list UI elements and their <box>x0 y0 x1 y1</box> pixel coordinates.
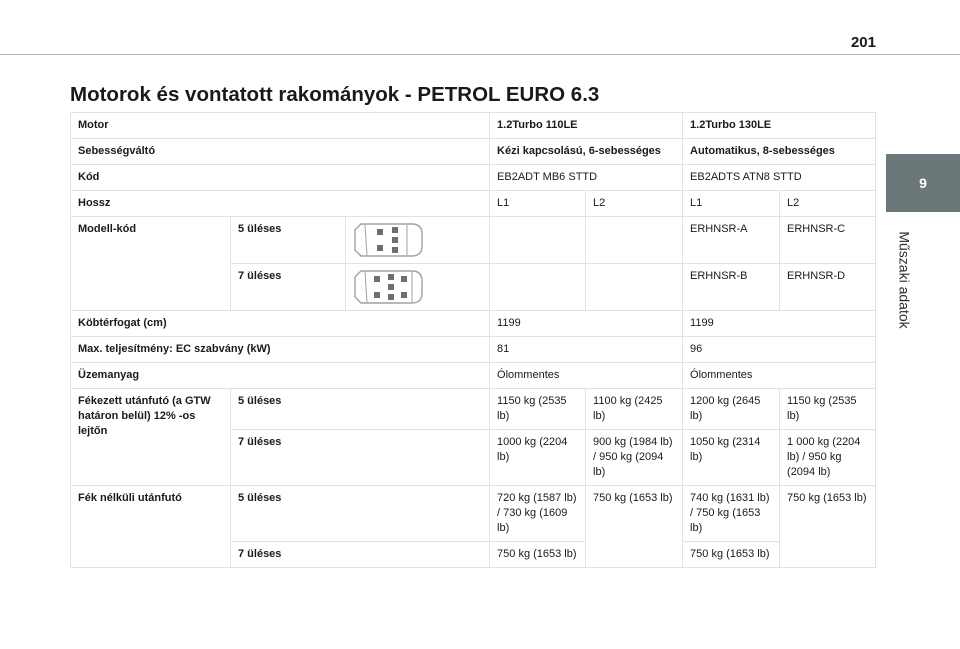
table-row <box>71 139 876 165</box>
chapter-label: Műszaki adatok <box>897 231 913 329</box>
seat-5-label: 5 üléses <box>231 486 490 542</box>
power-130: 96 <box>683 337 876 363</box>
gearbox-manual: Kézi kapcsolású, 6-sebességes <box>490 139 683 165</box>
row-label-code: Kód <box>71 165 490 191</box>
row-label-motor: Motor <box>71 113 490 139</box>
braked-cell: 1 000 kg (2204 lb) / 950 kg (2094 lb) <box>780 430 876 486</box>
code-110: EB2ADT MB6 STTD <box>490 165 683 191</box>
model-cell <box>586 217 683 264</box>
chapter-number: 9 <box>919 175 927 191</box>
length-cell: L2 <box>780 191 876 217</box>
power-110: 81 <box>490 337 683 363</box>
table-row <box>71 389 876 430</box>
model-cell: ERHNSR-D <box>780 264 876 311</box>
unbraked-cell: 720 kg (1587 lb) / 730 kg (1609 lb) <box>490 486 586 542</box>
model-cell: ERHNSR-A <box>683 217 780 264</box>
motor-130: 1.2Turbo 130LE <box>683 113 876 139</box>
code-130: EB2ADTS ATN8 STTD <box>683 165 876 191</box>
displacement-130: 1199 <box>683 311 876 337</box>
length-cell: L1 <box>683 191 780 217</box>
motor-110: 1.2Turbo 110LE <box>490 113 683 139</box>
braked-cell: 1100 kg (2425 lb) <box>586 389 683 430</box>
model-cell <box>490 217 586 264</box>
table-row <box>71 486 876 542</box>
braked-cell: 1200 kg (2645 lb) <box>683 389 780 430</box>
fuel-130: Ólommentes <box>683 363 876 389</box>
car-7-seat-layout-icon <box>350 269 424 305</box>
row-label-model: Modell-kód <box>71 217 231 311</box>
seat-5-icon-cell <box>346 217 490 264</box>
unbraked-cell: 750 kg (1653 lb) <box>683 542 780 568</box>
page-number: 201 <box>850 34 876 51</box>
braked-cell: 900 kg (1984 lb) / 950 kg (2094 lb) <box>586 430 683 486</box>
row-label-power: Max. teljesítmény: EC szabvány (kW) <box>71 337 490 363</box>
header-divider <box>0 54 960 55</box>
table-row <box>71 363 876 389</box>
model-cell <box>490 264 586 311</box>
chapter-tab[interactable] <box>886 154 960 212</box>
fuel-110: Ólommentes <box>490 363 683 389</box>
table-row <box>71 337 876 363</box>
displacement-110: 1199 <box>490 311 683 337</box>
length-cell: L1 <box>490 191 586 217</box>
car-5-seat-layout-icon <box>350 222 424 258</box>
row-label-length: Hossz <box>71 191 490 217</box>
table-row <box>71 165 876 191</box>
unbraked-cell: 740 kg (1631 lb) / 750 kg (1653 lb) <box>683 486 780 542</box>
seat-7-label: 7 üléses <box>231 430 490 486</box>
length-cell: L2 <box>586 191 683 217</box>
table-row <box>71 113 876 139</box>
row-label-gearbox: Sebességváltó <box>71 139 490 165</box>
table-row <box>71 191 876 217</box>
seat-5-label: 5 üléses <box>231 389 490 430</box>
braked-cell: 1150 kg (2535 lb) <box>780 389 876 430</box>
seat-7-icon-cell <box>346 264 490 311</box>
table-row <box>71 311 876 337</box>
specification-table <box>70 112 876 568</box>
row-label-braked-trailer: Fékezett utánfutó (a GTW határon belül) 12% -os lejtőn <box>71 389 231 486</box>
table-row <box>71 217 876 264</box>
unbraked-cell: 750 kg (1653 lb) <box>780 486 876 568</box>
gearbox-automatic: Automatikus, 8-sebességes <box>683 139 876 165</box>
braked-cell: 1000 kg (2204 lb) <box>490 430 586 486</box>
model-cell <box>586 264 683 311</box>
model-cell: ERHNSR-B <box>683 264 780 311</box>
model-cell: ERHNSR-C <box>780 217 876 264</box>
seat-5-label: 5 üléses <box>231 217 346 264</box>
page-title: Motorok és vontatott rakományok - PETROL EURO 6.3 <box>70 83 600 106</box>
braked-cell: 1050 kg (2314 lb) <box>683 430 780 486</box>
seat-7-label: 7 üléses <box>231 264 346 311</box>
row-label-fuel: Üzemanyag <box>71 363 490 389</box>
seat-7-label: 7 üléses <box>231 542 490 568</box>
braked-cell: 1150 kg (2535 lb) <box>490 389 586 430</box>
unbraked-cell: 750 kg (1653 lb) <box>490 542 586 568</box>
unbraked-cell: 750 kg (1653 lb) <box>586 486 683 568</box>
row-label-unbraked-trailer: Fék nélküli utánfutó <box>71 486 231 568</box>
row-label-displacement: Köbtérfogat (cm) <box>71 311 490 337</box>
